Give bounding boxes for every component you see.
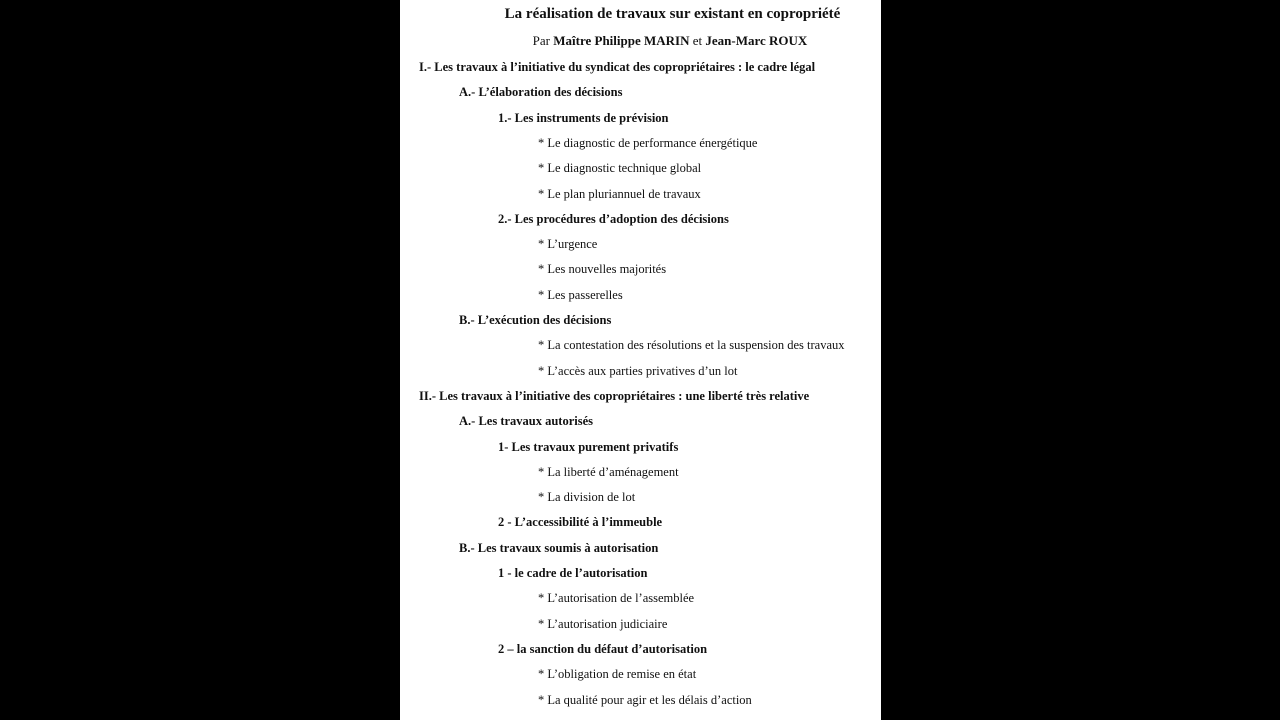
bullet-item: * La liberté d’aménagement (538, 465, 679, 479)
subsection-heading: B.- L’exécution des décisions (459, 313, 612, 327)
bullet-item: * Le plan pluriannuel de travaux (538, 187, 701, 201)
section-heading: II.- Les travaux à l’initiative des copropriétaires : une liberté très relative (419, 389, 810, 403)
sub-subsection-heading: 1 - le cadre de l’autorisation (498, 566, 648, 580)
bullet-item: * Le diagnostic technique global (538, 161, 702, 175)
document-page (400, 0, 881, 720)
subsection-heading: A.- L’élaboration des décisions (459, 85, 623, 99)
bullet-item: * La qualité pour agir et les délais d’action (538, 693, 752, 707)
document-byline (400, 33, 881, 49)
sub-subsection-heading: 2.- Les procédures d’adoption des décisions (498, 212, 729, 226)
byline-conjunction: et (692, 33, 703, 48)
bullet-item: * L’autorisation judiciaire (538, 617, 668, 631)
bullet-item: * Le diagnostic de performance énergétique (538, 136, 758, 150)
byline-prefix: Par (532, 33, 550, 48)
section-heading: I.- Les travaux à l’initiative du syndicat des copropriétaires : le cadre légal (419, 60, 816, 74)
bullet-item: * La division de lot (538, 490, 636, 504)
byline-author-2: Jean-Marc ROUX (705, 33, 808, 48)
bullet-item: * L’urgence (538, 237, 598, 251)
bullet-item: * L’autorisation de l’assemblée (538, 591, 695, 605)
subsection-heading: A.- Les travaux autorisés (459, 414, 594, 428)
sub-subsection-heading: 2 – la sanction du défaut d’autorisation (498, 642, 708, 656)
bullet-item: * Les passerelles (538, 288, 623, 302)
document-title: La réalisation de travaux sur existant en copropriété (504, 6, 841, 22)
subsection-heading: B.- Les travaux soumis à autorisation (459, 541, 659, 555)
bullet-item: * Les nouvelles majorités (538, 262, 667, 276)
bullet-item: * L’accès aux parties privatives d’un lot (538, 364, 738, 378)
sub-subsection-heading: 1.- Les instruments de prévision (498, 111, 669, 125)
sub-subsection-heading: 1- Les travaux purement privatifs (498, 440, 679, 454)
bullet-item: * L’obligation de remise en état (538, 667, 697, 681)
sub-subsection-heading: 2 - L’accessibilité à l’immeuble (498, 515, 663, 529)
byline-author-1: Maître Philippe MARIN (553, 33, 690, 48)
bullet-item: * La contestation des résolutions et la suspension des travaux (538, 338, 845, 352)
